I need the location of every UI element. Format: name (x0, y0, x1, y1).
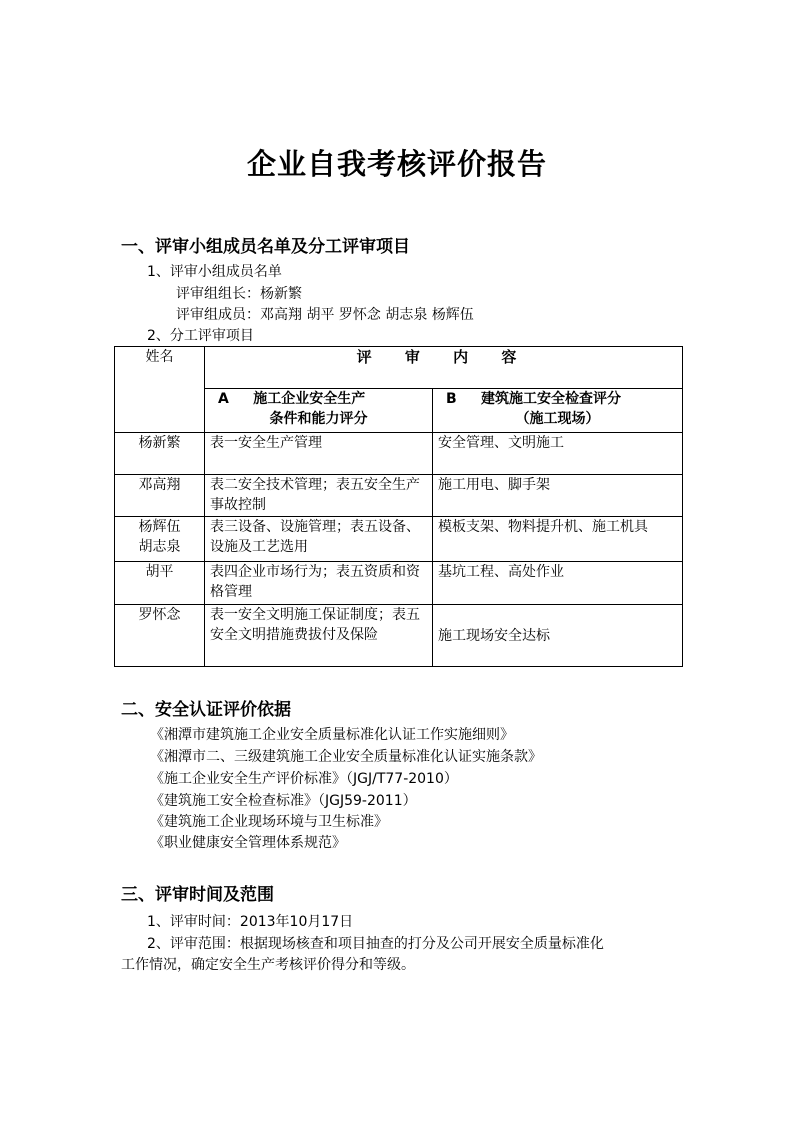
row-col-b: 施工现场安全达标 (433, 605, 683, 667)
assignment-table (114, 346, 683, 667)
team-leader: 评审组组长：杨新繁 (176, 286, 302, 302)
reference-item: 《职业健康安全管理体系规范》 (150, 835, 346, 851)
row-col-b: 模板支架、物料提升机、施工机具 (433, 517, 683, 562)
row-name: 胡平 (115, 562, 205, 605)
page-title: 企业自我考核评价报告 (246, 147, 547, 181)
name-header: 姓名 (115, 347, 205, 433)
row-col-b: 安全管理、文明施工 (433, 433, 683, 475)
content-header: 评 审 内 容 (205, 347, 683, 389)
review-scope-line2: 工作情况，确定安全生产考核评价得分和等级。 (121, 957, 415, 973)
row-col-a: 表一安全生产管理 (205, 433, 433, 475)
team-members: 评审组成员：邓高翔 胡平 罗怀念 胡志泉 杨辉伍 (176, 307, 474, 323)
table-header-row (115, 347, 683, 389)
table-row (115, 562, 683, 605)
col-b-header (433, 389, 683, 433)
col-a-header-line1: A 施工企业安全生产 (218, 391, 366, 407)
reference-item: 《建筑施工企业现场环境与卫生标准》 (150, 814, 388, 830)
section1-heading: 一、评审小组成员名单及分工评审项目 (121, 237, 410, 257)
reference-item: 《建筑施工安全检查标准》（JGJ59-2011） (150, 793, 417, 809)
assignment-label: 2、分工评审项目 (147, 328, 254, 344)
table-row (115, 605, 683, 667)
row-col-a: 表二安全技术管理；表五安全生产事故控制 (205, 475, 433, 517)
table-row (115, 475, 683, 517)
reference-item: 《湘潭市建筑施工企业安全质量标准化认证工作实施细则》 (150, 727, 514, 743)
section3-heading: 三、评审时间及范围 (121, 885, 274, 905)
row-col-a: 表四企业市场行为；表五资质和资格管理 (205, 562, 433, 605)
reference-item: 《施工企业安全生产评价标准》（JGJ/T77-2010） (150, 771, 458, 787)
table-row (115, 433, 683, 475)
row-col-b: 施工用电、脚手架 (433, 475, 683, 517)
member-list-label: 1、评审小组成员名单 (147, 264, 282, 280)
row-name: 杨辉伍 胡志泉 (115, 517, 205, 562)
col-a-header (205, 389, 433, 433)
review-time: 1、评审时间：2013年10月17日 (147, 914, 354, 930)
col-a-header-line2: 条件和能力评分 (269, 411, 368, 427)
col-b-header-line2: （施工现场） (515, 411, 600, 427)
row-name: 杨新繁 (115, 433, 205, 475)
section2-heading: 二、安全认证评价依据 (121, 700, 291, 720)
review-scope-line1: 2、评审范围：根据现场核查和项目抽查的打分及公司开展安全质量标准化 (147, 936, 604, 952)
table-row (115, 517, 683, 562)
reference-item: 《湘潭市二、三级建筑施工企业安全质量标准化认证实施条款》 (150, 749, 542, 765)
row-col-a: 表三设备、设施管理；表五设备、设施及工艺选用 (205, 517, 433, 562)
row-name: 罗怀念 (115, 605, 205, 667)
row-name: 邓高翔 (115, 475, 205, 517)
row-col-a: 表一安全文明施工保证制度；表五安全文明措施费拔付及保险 (205, 605, 433, 667)
col-b-header-line1: B 建筑施工安全检查评分 (446, 391, 622, 407)
row-col-b: 基坑工程、高处作业 (433, 562, 683, 605)
